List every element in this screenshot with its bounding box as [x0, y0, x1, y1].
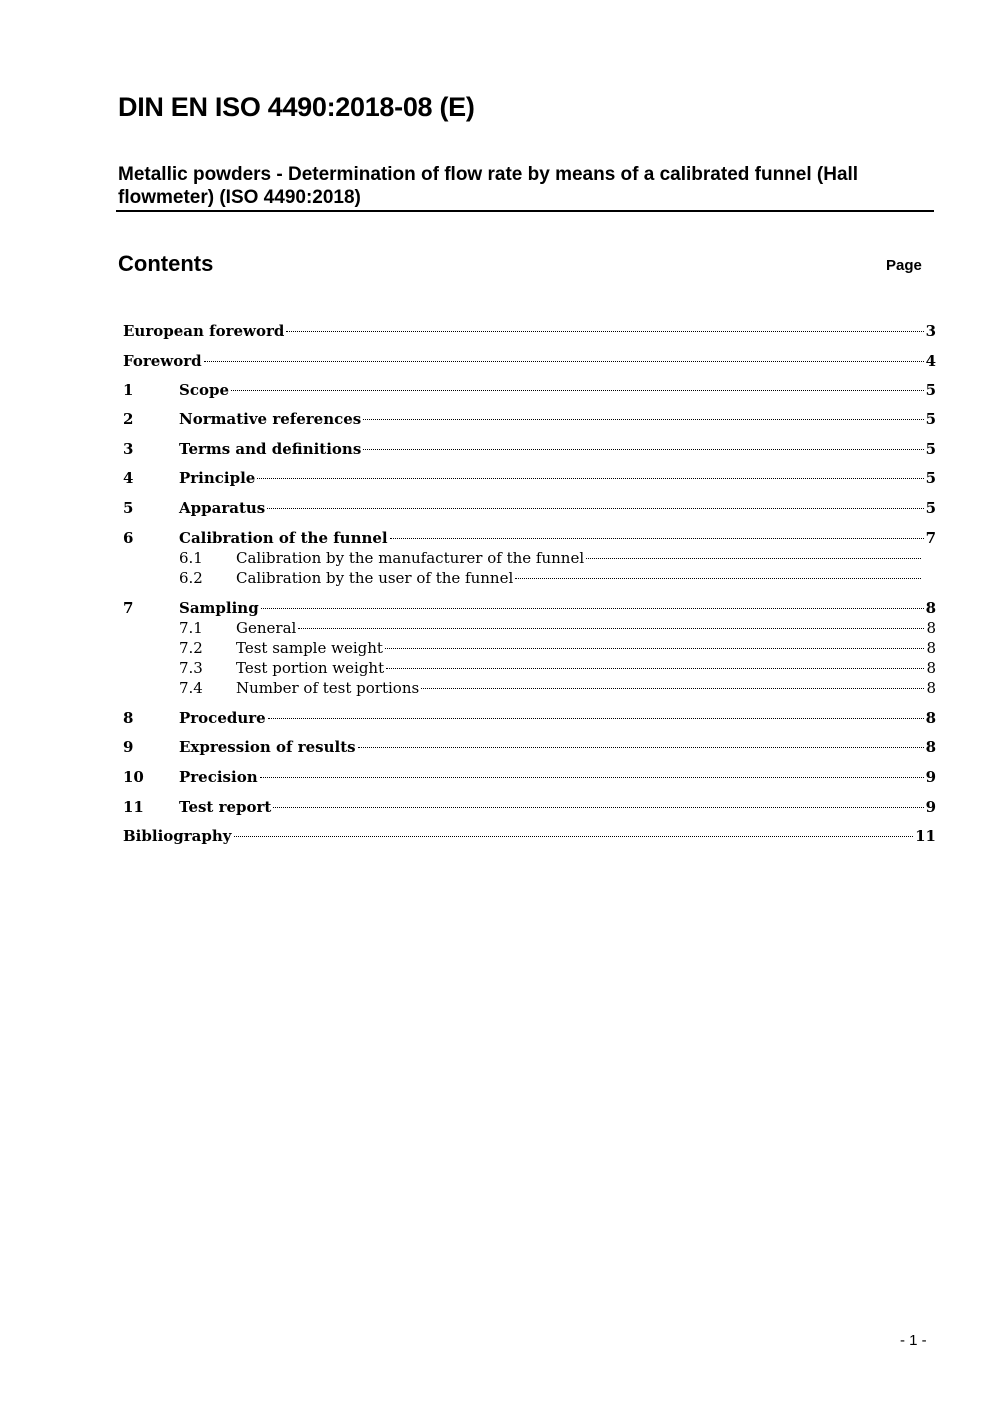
toc-entry-sampling[interactable] — [123, 599, 936, 619]
toc-entry-title: Scope — [179, 381, 230, 399]
toc-entry-title: Apparatus — [179, 499, 266, 517]
toc-leader — [267, 508, 923, 509]
toc-leader — [358, 747, 924, 748]
toc-entry-number: 1 — [123, 381, 134, 399]
toc-entry-number: 9 — [123, 738, 134, 756]
toc-entry-precision[interactable] — [123, 768, 936, 788]
toc-entry-title: Bibliography — [123, 827, 232, 845]
toc-leader — [298, 628, 924, 629]
toc-entry-title: Calibration by the manufacturer of the funnel — [236, 549, 585, 567]
toc-entry-number: 6.1 — [179, 549, 203, 567]
toc-entry-number: 7.2 — [179, 639, 203, 657]
toc-entry-page: 3 — [925, 322, 936, 340]
toc-entry-number: 4 — [123, 469, 134, 487]
toc-leader — [363, 419, 923, 420]
toc-leader — [385, 648, 925, 649]
toc-entry-number: 6 — [123, 529, 134, 547]
toc-entry-page: 5 — [925, 499, 936, 517]
toc-entry-general[interactable] — [123, 619, 936, 639]
toc-entry-page: 5 — [925, 381, 936, 399]
toc-entry-title: European foreword — [123, 322, 285, 340]
toc-entry-test-portion-weight[interactable] — [123, 659, 936, 679]
toc-entry-page: 5 — [925, 410, 936, 428]
toc-entry-title: Calibration by the user of the funnel — [236, 569, 514, 587]
toc-entry-page: 8 — [925, 709, 936, 727]
toc-leader — [257, 478, 923, 479]
toc-entry-number: 7.3 — [179, 659, 203, 677]
title-divider — [116, 210, 934, 212]
toc-leader — [273, 807, 923, 808]
toc-entry-page: 8 — [926, 679, 936, 697]
toc-leader — [286, 331, 923, 332]
toc-entry-procedure[interactable] — [123, 709, 936, 729]
toc-entry-number: 7 — [123, 599, 134, 617]
toc-entry-number: 2 — [123, 410, 134, 428]
toc-entry-number: 8 — [123, 709, 134, 727]
toc-entry-calibration-by-manufacturer[interactable] — [123, 549, 923, 569]
toc-entry-expression-of-results[interactable] — [123, 738, 936, 758]
toc-entry-number: 7.1 — [179, 619, 203, 637]
toc-entry-page: 9 — [925, 768, 936, 786]
toc-entry-page: 4 — [925, 352, 936, 370]
toc-entry-calibration-of-the-funnel[interactable] — [123, 529, 936, 549]
toc-entry-page: 11 — [915, 827, 936, 845]
toc-entry-title: Test sample weight — [236, 639, 383, 657]
toc-entry-title: Procedure — [179, 709, 266, 727]
toc-entry-apparatus[interactable] — [123, 499, 936, 519]
toc-entry-title: Principle — [179, 469, 256, 487]
toc-entry-foreword[interactable] — [123, 352, 936, 372]
toc-entry-page: 8 — [925, 599, 936, 617]
toc-entry-number: 5 — [123, 499, 134, 517]
toc-entry-page: 5 — [925, 440, 936, 458]
toc-leader — [515, 578, 921, 579]
toc-entry-title: Expression of results — [179, 738, 356, 756]
toc-entry-title: Foreword — [123, 352, 202, 370]
toc-entry-title: General — [236, 619, 297, 637]
toc-entry-title: Precision — [179, 768, 258, 786]
toc-leader — [261, 608, 924, 609]
toc-entry-page: 8 — [926, 659, 936, 677]
toc-leader — [204, 361, 924, 362]
toc-entry-title: Sampling — [179, 599, 259, 617]
toc-entry-page: 8 — [925, 738, 936, 756]
toc-entry-title: Normative references — [179, 410, 362, 428]
toc-entry-number-of-test-portions[interactable] — [123, 679, 936, 699]
document-title: DIN EN ISO 4490:2018-08 (E) — [118, 92, 475, 122]
toc-entry-page: 9 — [925, 798, 936, 816]
contents-heading: Contents — [118, 251, 214, 276]
toc-entry-number: 6.2 — [179, 569, 203, 587]
page-column-label: Page — [886, 257, 922, 274]
toc-entry-terms-and-definitions[interactable] — [123, 440, 936, 460]
toc-leader — [234, 836, 914, 837]
document-subtitle: Metallic powders - Determination of flow rate by means of a calibrated funnel (Hall flowmeter) (ISO 4490:2018) — [118, 164, 859, 208]
toc-entry-european-foreword[interactable] — [123, 322, 936, 342]
toc-leader — [231, 390, 924, 391]
page-number: - 1 - — [900, 1332, 927, 1349]
toc-leader — [268, 718, 924, 719]
toc-entry-number: 7.4 — [179, 679, 203, 697]
toc-entry-title: Number of test portions — [236, 679, 420, 697]
toc-leader — [421, 688, 924, 689]
toc-leader — [390, 538, 924, 539]
toc-leader — [363, 449, 923, 450]
toc-leader — [260, 777, 924, 778]
toc-entry-test-sample-weight[interactable] — [123, 639, 936, 659]
toc-entry-page: 8 — [926, 639, 936, 657]
toc-entry-title: Terms and definitions — [179, 440, 362, 458]
toc-entry-scope[interactable] — [123, 381, 936, 401]
toc-entry-page: 8 — [926, 619, 936, 637]
toc-leader — [586, 558, 921, 559]
toc-leader — [386, 668, 924, 669]
toc-entry-title: Test portion weight — [236, 659, 385, 677]
toc-entry-bibliography[interactable] — [123, 827, 936, 847]
toc-entry-principle[interactable] — [123, 469, 936, 489]
toc-entry-page: 7 — [925, 529, 936, 547]
toc-entry-title: Test report — [179, 798, 272, 816]
toc-entry-number: 11 — [123, 798, 144, 816]
toc-entry-calibration-by-user[interactable] — [123, 569, 923, 589]
toc-entry-normative-references[interactable] — [123, 410, 936, 430]
toc-entry-title: Calibration of the funnel — [179, 529, 388, 547]
toc-entry-number: 3 — [123, 440, 134, 458]
toc-entry-page: 5 — [925, 469, 936, 487]
toc-entry-test-report[interactable] — [123, 798, 936, 818]
toc-entry-number: 10 — [123, 768, 144, 786]
